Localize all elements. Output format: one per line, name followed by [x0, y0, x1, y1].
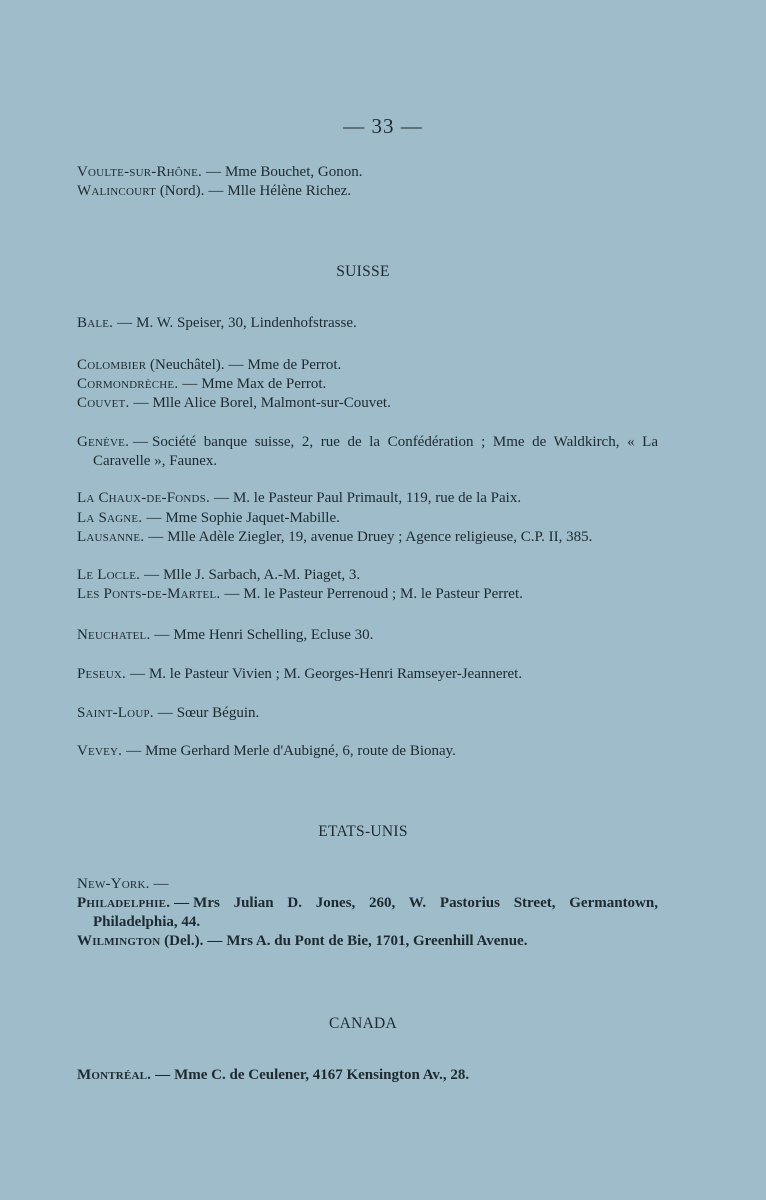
entry-vevey: [77, 742, 658, 761]
entry-text: Mlle Hélène Richez.: [227, 183, 352, 199]
em-dash: —: [146, 510, 162, 526]
place-name: Philadelphie.: [77, 895, 171, 911]
entry-text: Sœur Béguin.: [176, 705, 260, 721]
place-name: La Sagne.: [77, 510, 143, 526]
entry-text: M. le Pasteur Perrenoud ; M. le Pasteur Perret.: [243, 586, 523, 602]
entry-text: Mlle J. Sarbach, A.-M. Piaget, 3.: [163, 567, 361, 583]
place-name: Bale.: [77, 315, 114, 331]
entry-couvet: [77, 394, 658, 413]
place-name: Wilmington: [77, 933, 161, 949]
place-name: Couvet.: [77, 395, 130, 411]
entry-bale: [77, 314, 658, 333]
em-dash: —: [213, 490, 229, 506]
place-name: Colombier: [77, 357, 147, 373]
entry-le-locle: [77, 566, 658, 585]
em-dash: —: [148, 529, 164, 545]
place-name: Neuchatel.: [77, 627, 151, 643]
place-suffix: (Nord).: [156, 183, 205, 199]
place-name: Saint-Loup.: [77, 705, 154, 721]
entry-la-chaux-de-fonds: [77, 489, 658, 508]
em-dash: —: [117, 315, 133, 331]
entry-text: Mme C. de Ceulener, 4167 Kensington Av., 28.: [174, 1067, 470, 1083]
entry-peseux: [77, 665, 658, 684]
entry-text: Mme de Perrot.: [247, 357, 342, 373]
place-name: Lausanne.: [77, 529, 145, 545]
em-dash: —: [155, 1067, 171, 1083]
entry-geneve: [77, 433, 658, 471]
place-suffix: (Del.).: [160, 933, 204, 949]
entry-walincourt: [77, 182, 658, 201]
entry-text: Mme Gerhard Merle d'Aubigné, 6, route de Bionay.: [145, 743, 456, 759]
entry-montreal: [77, 1066, 658, 1085]
place-name: Montréal.: [77, 1067, 152, 1083]
section-heading-etats-unis: ETATS-UNIS: [318, 823, 408, 840]
entry-text: Mme Henri Schelling, Ecluse 30.: [173, 627, 374, 643]
page-number: — 33 —: [343, 114, 423, 138]
place-name: Voulte-sur-Rhône.: [77, 164, 202, 180]
entry-text: Mlle Adèle Ziegler, 19, avenue Druey ; Agence religieuse, C.P. II, 385.: [167, 529, 593, 545]
em-dash: —: [208, 183, 224, 199]
entry-text: M. le Pasteur Vivien ; M. Georges-Henri Ramseyer-Jeanneret.: [148, 666, 523, 682]
entry-philadelphie: [77, 894, 658, 932]
entry-wilmington: [77, 932, 658, 951]
em-dash: —: [153, 876, 169, 892]
entry-text: Mlle Alice Borel, Malmont-sur-Couvet.: [152, 395, 391, 411]
place-name: Vevey.: [77, 743, 123, 759]
entry-text: Mme Bouchet, Gonon.: [224, 164, 363, 180]
place-name: Genève.: [77, 434, 130, 450]
entry-new-york: [77, 875, 658, 894]
section-heading-suisse: SUISSE: [336, 263, 390, 280]
em-dash: —: [182, 376, 198, 392]
entry-lausanne: [77, 528, 658, 547]
place-name: Peseux.: [77, 666, 126, 682]
entry-neuchatel: [77, 626, 658, 645]
em-dash: —: [157, 705, 173, 721]
em-dash: —: [129, 666, 145, 682]
entry-text: Mme Sophie Jaquet-Mabille.: [165, 510, 340, 526]
place-name: New-York.: [77, 876, 150, 892]
entry-colombier: [77, 356, 658, 375]
place-suffix: (Neuchâtel).: [146, 357, 225, 373]
em-dash: —: [144, 567, 160, 583]
entry-la-sagne: [77, 509, 658, 528]
em-dash: —: [207, 933, 223, 949]
em-dash: —: [174, 895, 190, 911]
entry-text: Société banque suisse, 2, rue de la Confédération ; Mme de Waldkirch, « La Caravelle », Faunex.: [93, 434, 658, 469]
em-dash: —: [205, 164, 221, 180]
place-name: Walincourt: [77, 183, 157, 199]
em-dash: —: [133, 395, 149, 411]
entry-text: M. le Pasteur Paul Primault, 119, rue de la Paix.: [232, 490, 522, 506]
entry-text: M. W. Speiser, 30, Lindenhofstrasse.: [136, 315, 357, 331]
entry-text: Mrs Julian D. Jones, 260, W. Pastorius Street, Germantown, Philadelphia, 44.: [93, 895, 658, 930]
place-name: Cormondrèche.: [77, 376, 179, 392]
entry-text: Mrs A. du Pont de Bie, 1701, Greenhill Avenue.: [226, 933, 528, 949]
em-dash: —: [224, 586, 240, 602]
entry-les-ponts-de-martel: [77, 585, 658, 604]
place-name: La Chaux-de-Fonds.: [77, 490, 210, 506]
entry-voulte-sur-rhone: [77, 163, 658, 182]
place-name: Les Ponts-de-Martel.: [77, 586, 221, 602]
entry-saint-loup: [77, 704, 658, 723]
em-dash: —: [154, 627, 170, 643]
em-dash: —: [228, 357, 244, 373]
section-heading-canada: CANADA: [328, 1015, 398, 1032]
entry-cormondreche: [77, 375, 658, 394]
place-name: Le Locle.: [77, 567, 141, 583]
em-dash: —: [133, 434, 149, 450]
entry-text: Mme Max de Perrot.: [201, 376, 327, 392]
em-dash: —: [126, 743, 142, 759]
